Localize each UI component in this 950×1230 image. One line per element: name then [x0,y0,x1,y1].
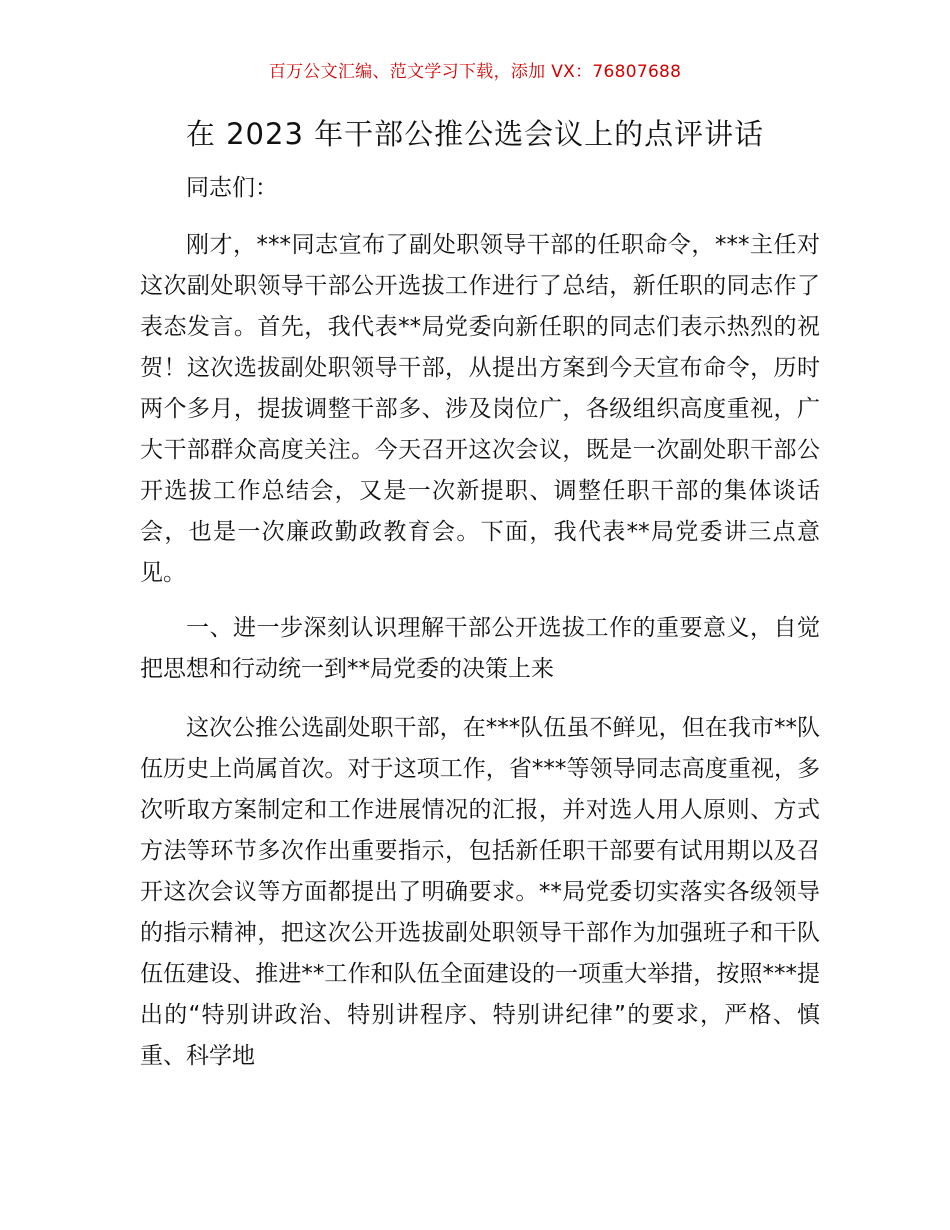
section-heading-1: 一、进一步深刻认识理解干部公开选拔工作的重要意义，自觉把思想和行动统一到**局党委的决策上来 [140,615,820,682]
salutation: 同志们： [186,175,278,201]
document-title: 在 2023 年干部公推公选会议上的点评讲话 [185,117,765,151]
paragraph-section-1: 这次公推公选副处职干部，在***队伍虽不鲜见，但在我市**队伍历史上尚属首次。对于这项工作，省***等领导同志高度重视，多次听取方案制定和工作进展情况的汇报，并对选人用人原则、方式方法等环节多次作出重要指示，包括新任职干部要有试用期以及召开这次会议等方面都提出了明确要求。**局党委切实落实各级领导的指示精神，把这次公开选拔副处职领导干部作为加强班子和干队伍伍建设、推进**工作和队伍全面建设的一项重大举措，按照***提出的“特别讲政治、特别讲程序、特别讲纪律”的要求，严格、慎重、科学地 [140,715,820,1069]
paragraph-opening: 刚才，***同志宣布了副处职领导干部的任职命令，***主任对这次副处职领导干部公开选拔工作进行了总结，新任职的同志作了表态发言。首先，我代表**局党委向新任职的同志们表示热烈的祝贺！这次选拔副处职领导干部，从提出方案到今天宣布命令，历时两个多月，提拔调整干部多、涉及岗位广，各级组织高度重视，广大干部群众高度关注。今天召开这次会议，既是一次副处职干部公开选拔工作总结会，又是一次新提职、调整任职干部的集体谈话会，也是一次廉政勤政教育会。下面，我代表**局党委讲三点意见。 [140,232,820,586]
header-banner: 百万公文汇编、范文学习下载，添加 VX：76807688 [268,62,682,82]
document-body [140,168,820,1091]
